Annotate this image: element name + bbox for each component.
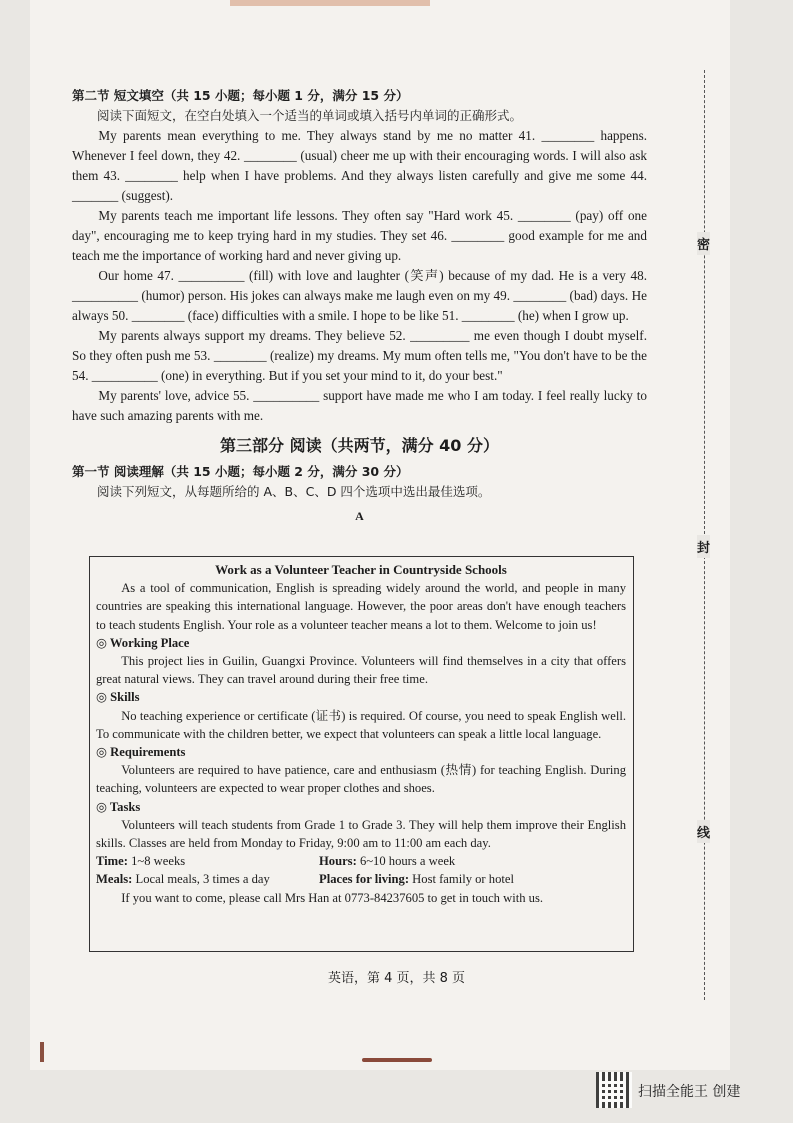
hours-value: 6~10 hours a week xyxy=(359,854,456,869)
passage-label: A xyxy=(355,509,364,523)
meals-label: Meals: xyxy=(96,872,133,887)
skills-text: No teaching experience or certificate (证书) is required. Of course, you need to speak English well. To communicate with the children better, we expect that volunteers can speak a little local language. xyxy=(96,708,626,741)
passage-title: Work as a Volunteer Teacher in Countryside Schools xyxy=(215,562,507,577)
section2-instruction: 阅读下面短文，在空白处填入一个适当的单词或填入括号内单词的正确形式。 xyxy=(97,108,523,123)
passage-content xyxy=(96,561,626,907)
meals-value: Local meals, 3 times a day xyxy=(135,872,270,887)
passage-intro: As a tool of communication, English is spreading widely around the world, and people in many countries are speaking this international language. However, the poor areas don't have enough teachers to teach students English. Your role as a volunteer teacher means a lot to them. Welcome to join us! xyxy=(96,581,626,632)
page-content xyxy=(72,86,647,528)
part3-title: 第三部分 阅读（共两节，满分 40 分） xyxy=(220,436,499,455)
contact-text: If you want to come, please call Mrs Han at 0773-84237605 to get in touch with us. xyxy=(121,890,543,905)
time-label: Time: xyxy=(96,854,128,869)
page-footer: 英语，第 4 页，共 8 页 xyxy=(327,971,466,986)
left-edge-mark xyxy=(40,1042,44,1062)
cloze-paragraph-3: Our home 47. __________ (fill) with love and laughter (笑声) because of my dad. He is a very 48. __________ (humor) person. His jokes can always make me laugh even on my 49. ________ (bad) days. He always 50. ________ (face) difficulties with a smile. I hope to be like 51. ________ (he) when I grow up. xyxy=(72,268,647,323)
hours-label: Hours: xyxy=(319,854,357,869)
places-value: Host family or hotel xyxy=(412,872,514,887)
tasks-text: Volunteers will teach students from Grade 1 to Grade 3. They will help them improve their English skills. Classes are held from Monday to Friday, 9:00 am to 11:00 am each day. xyxy=(96,817,626,851)
qr-code-icon xyxy=(596,1072,632,1108)
details-row-2 xyxy=(96,870,626,888)
requirements-text: Volunteers are required to have patience, care and enthusiasm (热情) for teaching English. During teaching, volunteers are expected to wear proper clothes and shoes. xyxy=(96,763,626,796)
time-value: 1~8 weeks xyxy=(131,854,186,869)
top-edge-mark xyxy=(230,0,430,6)
scanner-watermark: 扫描全能王 创建 xyxy=(638,1084,741,1100)
binding-mark-feng: 封 xyxy=(697,535,710,558)
places-label: Places for living: xyxy=(319,872,410,887)
requirements-heading: ◎ Requirements xyxy=(96,745,186,760)
reading-instruction: 阅读下列短文，从每题所给的 A、B、C、D 四个选项中选出最佳选项。 xyxy=(97,484,491,499)
cloze-paragraph-4: My parents always support my dreams. They believe 52. _________ me even though I doubt myself. So they often push me 53. ________ (realize) my dreams. My mum often tells me, "You don't have to be the 54. __________ (one) in everything. But if you set your mind to it, do your best." xyxy=(72,328,647,383)
bottom-edge-mark xyxy=(362,1058,432,1062)
cloze-paragraph-1: My parents mean everything to me. They always stand by me no matter 41. ________ happens. Whenever I feel down, they 42. ________ (usual) cheer me up with their encouraging words. I will also ask them 43. ________ help when I have problems. And they always listen carefully and give me some 44. _______ (suggest). xyxy=(72,128,647,203)
working-place-text: This project lies in Guilin, Guangxi Province. Volunteers will find themselves in a city that offers great natural views. They can travel around during their free time. xyxy=(96,654,626,687)
cloze-paragraph-2: My parents teach me important life lessons. They often say "Hard work 45. ________ (pay) off one day", encouraging me to keep trying hard in my studies. They set 46. ________ good example for me and teach me the importance of working hard and never giving up. xyxy=(72,208,647,263)
skills-heading: ◎ Skills xyxy=(96,690,140,705)
binding-mark-xian: 线 xyxy=(697,820,710,843)
details-row-1 xyxy=(96,852,626,870)
cloze-paragraph-5: My parents' love, advice 55. __________ support have made me who I am today. I feel really lucky to have such amazing parents with me. xyxy=(72,388,647,423)
section2-heading: 第二节 短文填空（共 15 小题；每小题 1 分，满分 15 分） xyxy=(72,88,409,103)
reading-section-heading: 第一节 阅读理解（共 15 小题；每小题 2 分，满分 30 分） xyxy=(72,464,409,479)
tasks-heading: ◎ Tasks xyxy=(96,799,141,814)
binding-mark-mi: 密 xyxy=(697,232,710,255)
working-place-heading: ◎ Working Place xyxy=(96,635,190,650)
